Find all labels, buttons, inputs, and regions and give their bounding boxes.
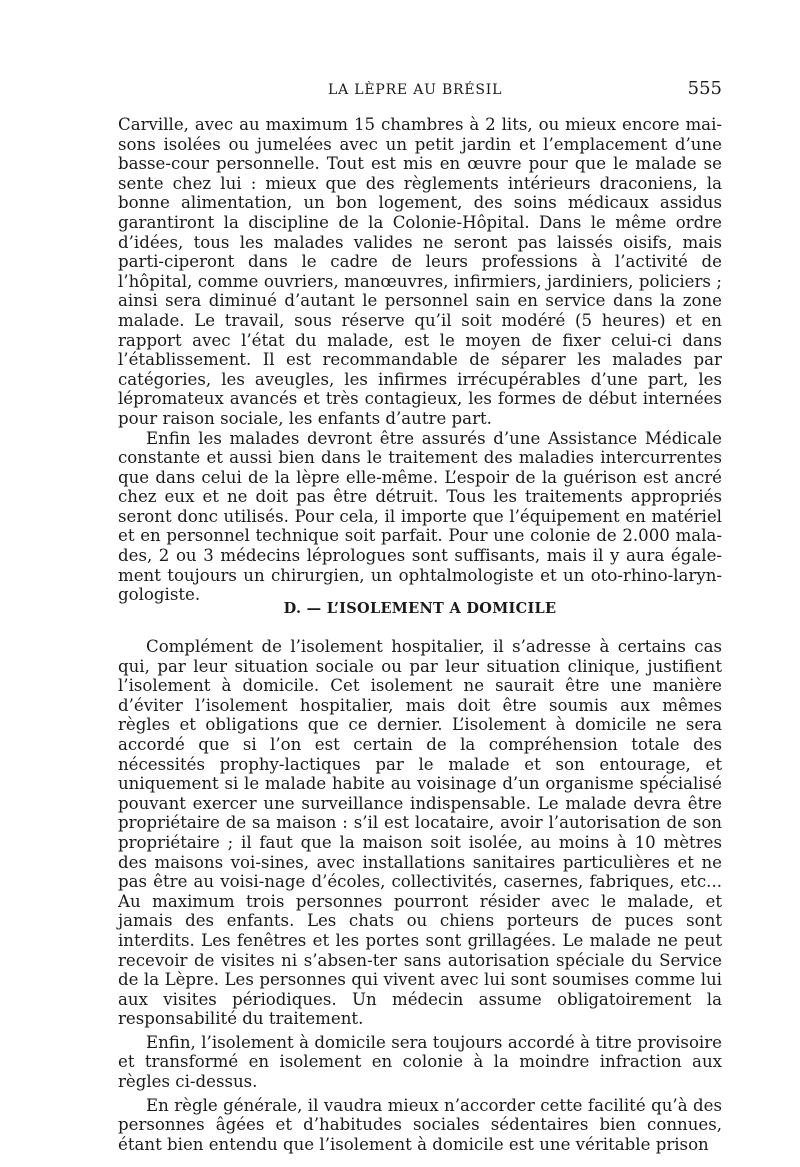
section-c-text — [118, 115, 722, 605]
running-title: LA LÈPRE AU BRÉSIL — [328, 82, 503, 98]
paragraph-regle-generale: En règle générale, il vaudra mieux n’accorder cette facilité qu’à des personnes âgées et d’habitudes sociales sédentaires bien connues, étant bien entendu que l’isolement à domicile est une véritable prison — [118, 1095, 722, 1154]
section-heading-isolement-domicile: D. — L’ISOLEMENT A DOMICILE — [283, 600, 557, 617]
page-number: 555 — [687, 78, 722, 99]
section-d-text — [118, 637, 722, 1158]
paragraph-provisoire: Enfin, l’isolement à domicile sera toujours accordé à titre provisoire et transformé en isolement en colonie à la moindre infraction aux règles ci-dessus. — [118, 1032, 722, 1092]
paragraph-carville: Carville, avec au maximum 15 chambres à 2 lits, ou mieux encore mai-sons isolées ou jumelées avec un petit jardin et l’emplacement d’une basse-cour personnelle. Tout est mis en œuvre pour que le malade se sente chez lui : mieux que des règlements intérieurs draconiens, la bonne alimentation, un bon logement, des soins médicaux assidus garantiront la discipline de la Colonie-Hôpital. Dans le même ordre d’idées, tous les malades valides ne seront pas laissés oisifs, mais parti-ciperont dans le cadre de leurs professions à l’activité de l’hôpital, comme ouvriers, manœuvres, infirmiers, jardiniers, policiers ; ainsi sera diminué d’autant le personnel sain en service dans la zone malade. Le travail, sous réserve qu’il soit modéré (5 heures) et en rapport avec l’état du malade, est le moyen de fixer celui-ci dans l’établissement. Il est recommandable de séparer les malades par catégories, les aveugles, les infirmes irrécupérables d’une part, les lépromateux avancés et très contagieux, les formes de début internées pour raison sociale, les enfants d’autre part. — [118, 115, 722, 428]
paragraph-complement: Complément de l’isolement hospitalier, il s’adresse à certains cas qui, par leur situation sociale ou par leur situation clinique, justifient l’isolement à domicile. Cet isolement ne saurait être une manière d’éviter l’isolement hospitalier, mais doit être soumis aux mêmes règles et obligations que ce dernier. L’isolement à domicile ne sera accordé que si l’on est certain de la compréhension totale des nécessités prophy-lactiques par le malade et son entourage, et uniquement si le malade habite au voisinage d’un organisme spécialisé pouvant exercer une surveillance indispensable. Le malade devra être propriétaire de sa maison : s’il est locataire, avoir l’autorisation de son propriétaire ; il faut que la maison soit isolée, au moins à 10 mètres des maisons voi-sines, avec installations sanitaires particulières et ne pas être au voisi-nage d’écoles, collectivités, casernes, fabriques, etc... Au maximum trois personnes pourront résider avec le malade, et jamais des enfants. Les chats ou chiens porteurs de puces sont interdits. Les fenêtres et les portes sont grillagées. Le malade ne peut recevoir de visites ni s’absen-ter sans autorisation spéciale du Service de la Lèpre. Les personnes qui vivent avec lui sont soumises comme lui aux visites périodiques. Un médecin assume obligatoirement la responsabilité du traitement. — [118, 637, 722, 1029]
running-header — [118, 78, 722, 102]
paragraph-assistance-medicale: Enfin les malades devront être assurés d’une Assistance Médicale constante et aussi bien dans le traitement des maladies intercurrentes que dans celui de la lèpre elle-même. L’espoir de la guérison est ancré chez eux et ne doit pas être détruit. Tous les traitements appropriés seront donc utilisés. Pour cela, il importe que l’équipement en matériel et en personnel technique soit parfait. Pour une colonie de 2.000 mala-des, 2 ou 3 médecins léprologues sont suffisants, mais il y aura égale-ment toujours un chirurgien, un ophtalmologiste et un oto-rhino-laryn-gologiste. — [118, 428, 722, 605]
